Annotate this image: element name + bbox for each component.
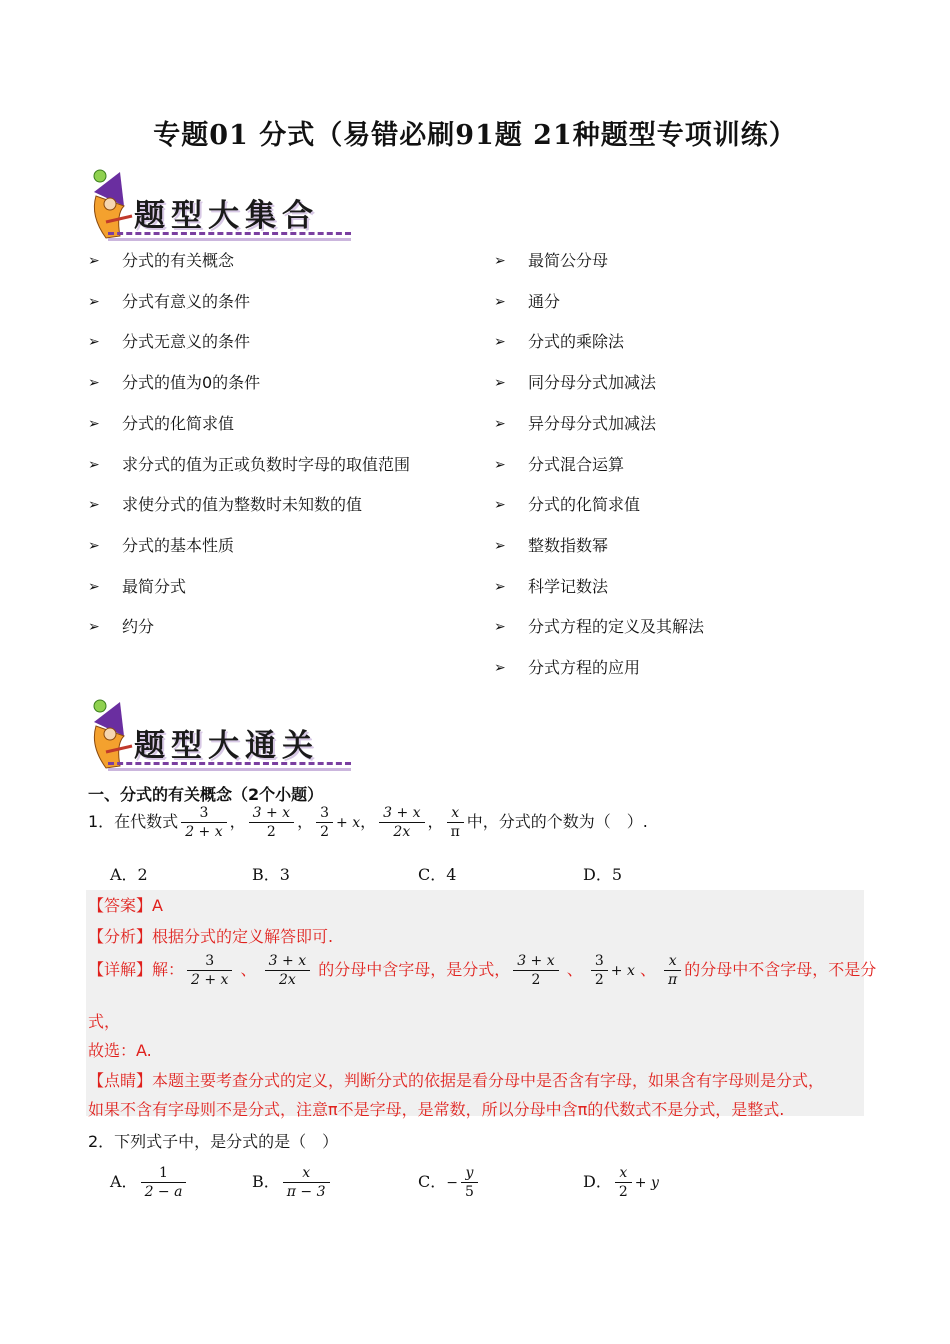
fraction (664, 952, 681, 989)
question-1-option-d[interactable]: D．5 (583, 865, 623, 884)
fraction (141, 1164, 187, 1201)
arrow-bullet-icon: ➢ (88, 415, 100, 432)
option-label: C． (418, 1172, 447, 1191)
banner-question-practice-text: 题型大通关 (134, 728, 319, 764)
toc-item-label: 求使分式的值为整数时未知数的值 (122, 495, 363, 515)
toc-item-label: 最简公分母 (528, 251, 609, 270)
arrow-bullet-icon: ➢ (494, 415, 506, 432)
arrow-bullet-icon: ➢ (494, 375, 506, 392)
page-title: 专题01 分式（易错必刷91题 21种题型专项训练） (153, 120, 797, 151)
numerator: x (668, 953, 677, 969)
numerator: x (619, 1165, 628, 1181)
fraction-tail: + y (634, 1175, 659, 1191)
toc-item-label: 通分 (528, 291, 561, 311)
banner-question-types (86, 166, 351, 248)
question-2-stem: 2．下列式子中，是分式的是（ ） (88, 1132, 339, 1151)
toc-item-label: 分式无意义的条件 (122, 332, 251, 352)
toc-item-label: 分式方程的定义及其解法 (528, 617, 705, 637)
toc-item-label: 约分 (122, 617, 155, 637)
arrow-bullet-icon: ➢ (494, 497, 506, 514)
separator: ， (360, 812, 377, 831)
arrow-bullet-icon: ➢ (494, 293, 506, 310)
fraction (265, 952, 310, 989)
arrow-bullet-icon: ➢ (494, 537, 506, 554)
numerator: 3 (199, 805, 209, 821)
toc-item-label: 异分母分式加减法 (528, 413, 657, 433)
question-2-option-d[interactable] (583, 1164, 659, 1201)
numerator: 3 (594, 953, 604, 969)
toc-item-label: 分式混合运算 (528, 454, 625, 474)
arrow-bullet-icon: ➢ (88, 293, 100, 310)
fraction-tail: + x (610, 963, 635, 979)
arrow-bullet-icon: ➢ (494, 660, 506, 676)
option-label: B． (252, 1172, 280, 1191)
denominator: 5 (461, 1182, 478, 1201)
toc-item-label: 分式的乘除法 (528, 332, 625, 352)
arrow-bullet-icon: ➢ (494, 456, 506, 473)
denominator: 2 + x (181, 822, 226, 841)
numerator: 3 + x (517, 953, 555, 969)
denominator: 2 + x (187, 970, 232, 989)
arrow-bullet-icon: ➢ (494, 334, 506, 351)
denominator: π (664, 970, 681, 989)
arrow-bullet-icon: ➢ (88, 375, 100, 392)
toc-item-label: 分式有意义的条件 (122, 291, 251, 311)
denominator: 2 (513, 970, 558, 989)
denominator: 2 (615, 1182, 632, 1201)
arrow-bullet-icon: ➢ (88, 619, 100, 636)
banner-question-practice (86, 696, 351, 778)
numerator: y (465, 1165, 474, 1181)
separator: ， (229, 812, 246, 831)
toc-item-label: 分式的值为0的条件 (122, 373, 261, 393)
fraction (181, 804, 226, 841)
fraction (249, 804, 294, 841)
question-1-suffix: 中，分式的个数为（ ）. (466, 812, 648, 831)
arrow-bullet-icon: ➢ (494, 253, 506, 269)
denominator: 2x (265, 970, 310, 989)
toc-item-label: 整数指数幂 (528, 535, 609, 555)
question-1-option-b[interactable]: B．3 (252, 865, 290, 884)
fraction (461, 1164, 478, 1201)
question-2-option-a[interactable] (110, 1164, 189, 1201)
denominator: π − 3 (283, 1182, 330, 1201)
separator: ， (427, 812, 444, 831)
numerator: 3 + x (252, 805, 291, 821)
denominator: 2 (316, 822, 333, 841)
fraction (283, 1164, 330, 1201)
arrow-bullet-icon: ➢ (88, 537, 100, 554)
banner-divider (108, 232, 351, 235)
numerator: 3 (205, 953, 215, 969)
comment-line-1: 【点睛】本题主要考查分式的定义，判断分式的依据是看分母中是否含有字母，如果含有字母则是分式， (88, 1071, 825, 1090)
arrow-bullet-icon: ➢ (88, 456, 100, 473)
denominator: π (447, 822, 464, 841)
fraction (615, 1164, 632, 1201)
fraction (591, 952, 608, 989)
detail-prefix: 【详解】解： (88, 960, 185, 979)
toc-item-label: 同分母分式加减法 (528, 373, 657, 393)
denominator: 2 (591, 970, 608, 989)
numerator: 3 (320, 805, 330, 821)
answer-line: 【答案】A (88, 896, 163, 915)
toc-item-label: 科学记数法 (528, 576, 609, 596)
option-label: D． (583, 1172, 612, 1191)
banner-divider-shadow (108, 768, 351, 771)
section-heading: 一、分式的有关概念（2个小题） (88, 785, 324, 804)
separator: 、 (639, 960, 656, 979)
fraction (187, 952, 232, 989)
arrow-bullet-icon: ➢ (88, 497, 100, 514)
denominator: 2 (249, 822, 294, 841)
fraction (513, 952, 558, 989)
arrow-bullet-icon: ➢ (88, 253, 100, 269)
toc-item-label: 分式方程的应用 (528, 658, 641, 677)
question-1-prefix: 1．在代数式 (88, 812, 179, 831)
numerator: 1 (159, 1165, 168, 1181)
banner-divider-shadow (108, 238, 351, 241)
numerator: 3 + x (383, 805, 421, 821)
fraction (316, 804, 333, 841)
banner-divider (108, 762, 351, 765)
arrow-bullet-icon: ➢ (88, 578, 100, 595)
separator: 、 (240, 960, 257, 979)
toc-item-label: 分式的基本性质 (122, 535, 235, 555)
option-label: A． (110, 1172, 138, 1191)
numerator: x (302, 1165, 311, 1181)
conclusion-line: 故选：A. (88, 1041, 152, 1060)
toc-item-label: 最简分式 (122, 576, 187, 596)
banner-question-types-text: 题型大集合 (134, 198, 319, 234)
toc-item-label: 分式的有关概念 (122, 251, 235, 270)
denominator: 2x (379, 822, 424, 841)
question-1-stem (88, 804, 648, 841)
arrow-bullet-icon: ➢ (494, 619, 506, 636)
question-1-option-a[interactable]: A．2 (110, 865, 148, 884)
numerator: x (451, 805, 460, 821)
detail-suffix: 的分母中不含字母，不是分 (684, 960, 877, 979)
numerator: 3 + x (268, 953, 307, 969)
separator: 、 (566, 960, 583, 979)
separator: ， (297, 812, 314, 831)
minus-sign: − (446, 1175, 458, 1191)
question-2-option-b[interactable] (252, 1164, 333, 1201)
arrow-bullet-icon: ➢ (88, 334, 100, 351)
detail-line (88, 952, 876, 989)
question-1-option-c[interactable]: C．4 (418, 865, 457, 884)
detail-continuation: 式， (88, 1012, 121, 1031)
toc-item-label: 求分式的值为正或负数时字母的取值范围 (122, 454, 411, 474)
fraction-tail: + x (336, 815, 361, 831)
denominator: 2 − a (141, 1182, 187, 1201)
question-2-option-c[interactable] (418, 1164, 481, 1201)
toc-item-label: 分式的化简求值 (122, 413, 235, 433)
comment-line-2: 如果不含有字母则不是分式，注意π不是字母，是常数，所以分母中含π的代数式不是分式，是整式. (88, 1100, 785, 1119)
detail-middle: 的分母中含字母，是分式， (318, 960, 511, 979)
toc-item-label: 分式的化简求值 (528, 495, 641, 515)
fraction (379, 804, 424, 841)
fraction (447, 804, 464, 841)
arrow-bullet-icon: ➢ (494, 578, 506, 595)
analysis-line: 【分析】根据分式的定义解答即可. (88, 927, 334, 946)
